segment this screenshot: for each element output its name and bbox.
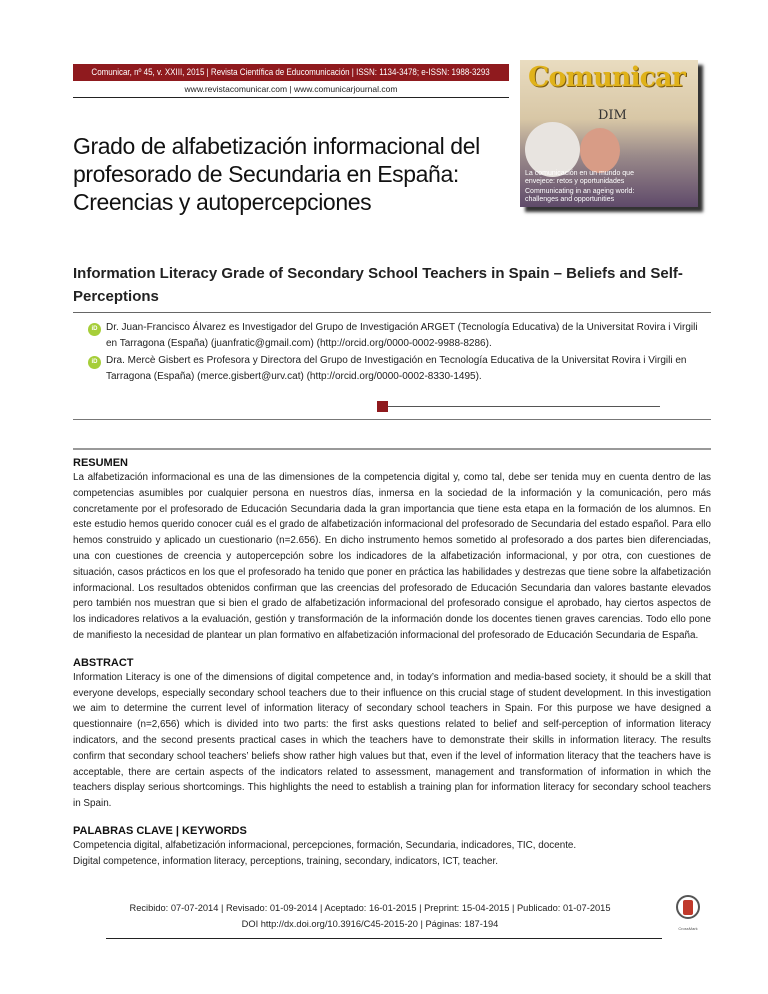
- author-info: Dr. Juan-Francisco Álvarez es Investigador del Grupo de Investigación ARGET (Tecnología Educativa) de la Universitat Rovira i Virgili en Tarragona (España) (juanfratic@gmail.com) (http://orcid.org/0000-0002-9988-8286).: [106, 322, 698, 349]
- resumen-heading: RESUMEN: [73, 457, 129, 469]
- cover-photo-person: [580, 128, 620, 173]
- article-title: Grado de alfabetización informacional del profesorado de Secundaria en España: Creencias y autopercepciones: [73, 133, 480, 215]
- crossmark-icon[interactable]: [676, 895, 700, 929]
- cover-photo-person: [525, 122, 580, 177]
- divider: [73, 448, 711, 450]
- journal-header-text: Comunicar, nº 45, v. XXIII, 2015 | Revista Científica de Educomunicación | ISSN: 1134-3478; e-ISSN: 1988-3293: [91, 67, 491, 77]
- author-info: Dra. Mercè Gisbert es Profesora y Directora del Grupo de Investigación en Tecnología Educativa de la Universitat Rovira i Virgili en Tarragona (España) (merce.gisbert@urv.cat) (http://orcid.org/0000-0002-8330-1495).: [106, 355, 687, 382]
- resumen-body: La alfabetización informacional es una de las dimensiones de la competencia digital y, como tal, debe ser tenida muy en cuenta dentro de las competencias asumibles por cualquier persona en nuestros días, inmersa en la sociedad de la información y la comunicación, pero más concretamente por el profesorado de Educación Secundaria dada la gran importancia que tiene esta etapa en la formación de los alumnos. En este estudio hemos querido conocer cuál es el grado de alfabetización informacional del profesorado de Secundaria del estado español. Para ello hemos construido y aplicado un cuestionario (n=2.656). En dicho instrumento hemos sometido al profesorado a dos partes bien diferenciadas, una con cuestiones de creencia y autopercepción sobre los indicadores de la alfabetización informacional, y por otra, con cuestiones de situación, casos prácticos en los que el profesorado ha tenido que poner en práctica las habilidades y destrezas que tiene sobre la alfabetización informacional. Los resultados obtenidos confirman que las creencias del profesorado de Educación Secundaria dan valores bastante elevados pero también nos muestran que si bien el grado de alfabetización informacional del profesorado consigue el aprobado, hay ciertos aspectos de los indicadores relativos a la evaluación, gestión y transformación de la información donde los docentes tienen graves carencias. Todo ello pone de manifiesto la necesidad de plantear un plan formativo en alfabetización informacional del profesorado de Educación Secundaria de España.: [73, 472, 711, 641]
- journal-urls[interactable]: www.revistacomunicar.com | www.comunicarjournal.com: [184, 84, 398, 94]
- article-title-english: Information Literacy Grade of Secondary School Teachers in Spain – Beliefs and Self-Perceptions: [73, 265, 683, 305]
- footer-rule: [106, 938, 662, 939]
- article-body: [73, 456, 711, 882]
- article-doi[interactable]: DOI http://dx.doi.org/10.3916/C45-2015-20 | Páginas: 187-194: [241, 919, 499, 929]
- journal-cover-image: [520, 60, 698, 207]
- keywords-heading: PALABRAS CLAVE | KEYWORDS: [73, 824, 247, 837]
- abstract-heading: ABSTRACT: [73, 656, 134, 669]
- cover-tagline-en: Communicating in an ageing world: challenges and opportunities: [525, 188, 635, 203]
- resumen-section: [73, 456, 711, 644]
- article-dates: Recibido: 07-07-2014 | Revisado: 01-09-2014 | Aceptado: 16-01-2015 | Preprint: 15-04-2015 | Publicado: 01-07-2015: [129, 903, 611, 913]
- divider: [73, 419, 711, 420]
- section-ornament: [377, 401, 388, 412]
- orcid-icon[interactable]: iD: [88, 323, 101, 336]
- abstract-body: Information Literacy is one of the dimensions of digital competence and, in today’s information and media-based society, it should be a skill that everyone develops, especially secondary school teachers due to their influence on this crucial stage of student development. In this investigation we aim to determine the current level of information literacy of secondary school teachers in Spain. For this purpose we have designed a questionnaire (n=2,656) which is divided into two parts: the first asks questions related to belief and self-perception of information literacy indicators, and the second presents practical cases in which the teachers have to demonstrate their skills in information literacy. The results confirm that secondary school teachers’ beliefs show rather high values but that, even if the level of information literacy that the teachers have is acceptable, there are certain aspects of the indicators related to assessment, management and transformation of information in which the teachers display serious shortcomings. This highlights the need to establish a training plan for information literacy for secondary school teachers in Spain.: [73, 671, 711, 810]
- keywords-es: Competencia digital, alfabetización informacional, percepciones, formación, Secundaria, indicadores, TIC, docente.: [73, 839, 577, 851]
- orcid-icon[interactable]: iD: [88, 356, 101, 369]
- journal-header-bar: [73, 64, 509, 81]
- cover-tagline-es: La comunicación en un mundo que envejece: retos y oportunidades: [525, 170, 634, 185]
- cover-label: DIM: [598, 108, 627, 123]
- crossmark-label: CrossMark: [678, 926, 698, 931]
- keywords-en: Digital competence, information literacy, perceptions, training, secondary, indicators, ICT, teacher.: [73, 855, 499, 867]
- abstract-section: [73, 656, 711, 812]
- ornament-line: [388, 406, 660, 407]
- cover-logo: Comunicar: [528, 62, 685, 93]
- header-rule: [73, 97, 509, 98]
- divider: [73, 312, 711, 313]
- keywords-section: [73, 824, 711, 870]
